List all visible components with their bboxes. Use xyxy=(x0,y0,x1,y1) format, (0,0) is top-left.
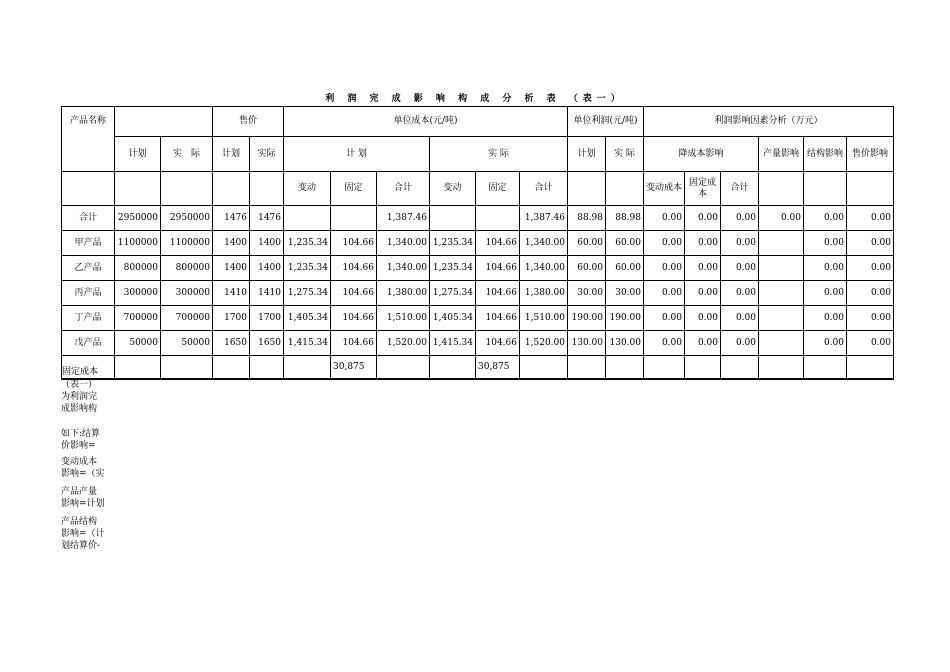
note-line: 价影响= xyxy=(61,441,96,451)
reduce-variable-cell: 0.00 xyxy=(644,306,685,331)
volume-impact-cell xyxy=(759,331,804,356)
unit-profit-plan-cell: 30.00 xyxy=(568,281,606,306)
product-name-header: 产品名称 xyxy=(62,107,115,137)
actual-fixed-cost-cell: 104.66 xyxy=(476,256,520,281)
blank-cell xyxy=(250,356,284,380)
note-block xyxy=(61,428,117,452)
plan-variable-cost-cell: 1,275.34 xyxy=(284,281,331,306)
reduce-total-cell: 0.00 xyxy=(721,306,759,331)
actual-price-header: 实际 xyxy=(250,137,284,172)
unit-profit-actual-cell: 60.00 xyxy=(606,231,644,256)
blank-cell xyxy=(644,356,685,380)
actual-variable-cost-cell: 1,415.34 xyxy=(430,331,476,356)
table-row xyxy=(62,306,894,331)
plan-price-cell: 1400 xyxy=(213,256,250,281)
plan-fixed-cost-cell xyxy=(331,206,377,231)
actual-fixed-total: 30,875 xyxy=(476,356,520,380)
plan-price-cell: 1476 xyxy=(213,206,250,231)
actual-qty-cell: 700000 xyxy=(161,306,213,331)
profit-plan-header: 计划 xyxy=(568,137,606,172)
blank-cell xyxy=(759,172,804,206)
plan-price-header: 计划 xyxy=(213,137,250,172)
plan-total-cost-cell: 1,340.00 xyxy=(377,256,430,281)
plan-fixed-cost-cell: 104.66 xyxy=(331,256,377,281)
actual-fixed-header: 固定 xyxy=(476,172,520,206)
plan-total-header: 合计 xyxy=(377,172,430,206)
blank-cell xyxy=(62,172,115,206)
note-line: 划结算价- xyxy=(61,541,101,551)
fixed-cost-row xyxy=(62,356,894,380)
plan-price-cell: 1410 xyxy=(213,281,250,306)
table-row xyxy=(62,256,894,281)
actual-price-cell: 1476 xyxy=(250,206,284,231)
note-line: 产品结构 xyxy=(61,517,98,527)
table-row xyxy=(62,231,894,256)
plan-total-cost-cell: 1,380.00 xyxy=(377,281,430,306)
plan-fixed-header: 固定 xyxy=(331,172,377,206)
unit-profit-actual-cell: 60.00 xyxy=(606,256,644,281)
plan-fixed-cost-cell: 104.66 xyxy=(331,306,377,331)
header-row-2 xyxy=(62,137,894,172)
blank-cell xyxy=(606,172,644,206)
unit-profit-plan-cell: 190.00 xyxy=(568,306,606,331)
note-block xyxy=(61,379,117,415)
actual-total-cost-cell: 1,380.00 xyxy=(520,281,568,306)
unit-profit-actual-cell: 130.00 xyxy=(606,331,644,356)
plan-qty-cell: 300000 xyxy=(115,281,161,306)
actual-price-cell: 1700 xyxy=(250,306,284,331)
actual-fixed-cost-cell: 104.66 xyxy=(476,331,520,356)
volume-impact-cell xyxy=(759,256,804,281)
cost-plan-header: 计 划 xyxy=(284,137,430,172)
note-line: 为利润完 xyxy=(61,392,98,402)
sale-price-impact-cell: 0.00 xyxy=(847,281,894,306)
unit-cost-header: 单位成本(元/吨) xyxy=(284,107,568,137)
blank-cell xyxy=(284,356,331,380)
reduce-fixed-cell: 0.00 xyxy=(685,231,721,256)
actual-variable-header: 变动 xyxy=(430,172,476,206)
blank-cell xyxy=(161,356,213,380)
plan-qty-header: 计划 xyxy=(115,137,161,172)
profit-actual-header: 实 际 xyxy=(606,137,644,172)
blank-cell xyxy=(568,172,606,206)
note-line: 成影响构 xyxy=(61,404,98,414)
plan-qty-cell: 50000 xyxy=(115,331,161,356)
blank-cell xyxy=(213,356,250,380)
plan-total-cost-cell: 1,387.46 xyxy=(377,206,430,231)
structure-impact-header: 结构影响 xyxy=(804,137,847,172)
actual-qty-cell: 1100000 xyxy=(161,231,213,256)
note-line: 变动成本 xyxy=(61,457,98,467)
actual-price-cell: 1400 xyxy=(250,231,284,256)
actual-variable-cost-cell: 1,235.34 xyxy=(430,231,476,256)
blank-cell xyxy=(759,356,804,380)
product-name-cell: 乙产品 xyxy=(62,256,115,281)
plan-fixed-cost-cell: 104.66 xyxy=(331,331,377,356)
reduce-variable-cell: 0.00 xyxy=(644,206,685,231)
actual-variable-cost-cell: 1,235.34 xyxy=(430,256,476,281)
blank-cell xyxy=(250,172,284,206)
actual-price-cell: 1650 xyxy=(250,331,284,356)
unit-profit-plan-cell: 60.00 xyxy=(568,256,606,281)
blank-cell xyxy=(804,172,847,206)
plan-variable-cost-cell: 1,405.34 xyxy=(284,306,331,331)
reduce-fixed-cell: 0.00 xyxy=(685,331,721,356)
sale-price-impact-cell: 0.00 xyxy=(847,306,894,331)
plan-qty-cell: 700000 xyxy=(115,306,161,331)
plan-total-cost-cell: 1,340.00 xyxy=(377,231,430,256)
note-block xyxy=(61,516,117,552)
sheet-title: 利 润 完 成 影 响 构 成 分 析 表 （表一） xyxy=(325,94,625,104)
actual-total-header: 合计 xyxy=(520,172,568,206)
note-line: 影响=（计 xyxy=(61,529,105,539)
reduce-fixed-cell: 0.00 xyxy=(685,256,721,281)
actual-qty-cell: 800000 xyxy=(161,256,213,281)
actual-fixed-cost-cell xyxy=(476,206,520,231)
note-line: （表一） xyxy=(61,380,98,390)
volume-impact-cell: 0.00 xyxy=(759,206,804,231)
unit-profit-actual-cell: 88.98 xyxy=(606,206,644,231)
blank-cell xyxy=(115,356,161,380)
reduce-variable-cell: 0.00 xyxy=(644,231,685,256)
sale-price-impact-cell: 0.00 xyxy=(847,231,894,256)
blank-cell xyxy=(685,356,721,380)
unit-profit-actual-cell: 30.00 xyxy=(606,281,644,306)
plan-qty-cell: 1100000 xyxy=(115,231,161,256)
qty-header-blank xyxy=(115,107,213,137)
plan-variable-cost-cell: 1,415.34 xyxy=(284,331,331,356)
volume-impact-header: 产量影响 xyxy=(759,137,804,172)
sale-price-impact-header: 售价影响 xyxy=(847,137,894,172)
blank-cell xyxy=(721,356,759,380)
note-line: 产品产量 xyxy=(61,487,98,497)
structure-impact-cell: 0.00 xyxy=(804,206,847,231)
reduce-total-cell: 0.00 xyxy=(721,331,759,356)
header-row-3 xyxy=(62,172,894,206)
note-block xyxy=(61,486,117,510)
product-name-cell: 戊产品 xyxy=(62,331,115,356)
unit-profit-plan-cell: 60.00 xyxy=(568,231,606,256)
blank-cell xyxy=(847,356,894,380)
actual-variable-cost-cell: 1,275.34 xyxy=(430,281,476,306)
plan-variable-cost-cell xyxy=(284,206,331,231)
reduce-fixed-cell: 0.00 xyxy=(685,206,721,231)
unit-profit-header: 单位利润(元/吨) xyxy=(568,107,644,137)
reduce-total-cell: 0.00 xyxy=(721,256,759,281)
plan-fixed-cost-cell: 104.66 xyxy=(331,281,377,306)
actual-qty-cell: 300000 xyxy=(161,281,213,306)
actual-total-cost-cell: 1,340.00 xyxy=(520,231,568,256)
product-name-cell: 丙产品 xyxy=(62,281,115,306)
actual-fixed-cost-cell: 104.66 xyxy=(476,281,520,306)
blank-cell xyxy=(377,356,430,380)
actual-price-cell: 1410 xyxy=(250,281,284,306)
actual-qty-header: 实 际 xyxy=(161,137,213,172)
reduce-fixed-cell: 0.00 xyxy=(685,306,721,331)
structure-impact-cell: 0.00 xyxy=(804,331,847,356)
plan-variable-cost-cell: 1,235.34 xyxy=(284,231,331,256)
blank-cell xyxy=(847,172,894,206)
plan-variable-header: 变动 xyxy=(284,172,331,206)
plan-qty-cell: 2950000 xyxy=(115,206,161,231)
product-name-header-cont xyxy=(62,137,115,172)
plan-qty-cell: 800000 xyxy=(115,256,161,281)
note-line: 影响=（实 xyxy=(61,469,105,479)
blank-cell xyxy=(606,356,644,380)
sale-price-impact-cell: 0.00 xyxy=(847,256,894,281)
actual-variable-cost-cell xyxy=(430,206,476,231)
cost-actual-header: 实 际 xyxy=(430,137,568,172)
price-header: 售价 xyxy=(213,107,284,137)
unit-profit-plan-cell: 130.00 xyxy=(568,331,606,356)
blank-cell xyxy=(115,172,161,206)
profit-analysis-table xyxy=(61,106,894,380)
reduce-variable-cell: 0.00 xyxy=(644,281,685,306)
plan-price-cell: 1650 xyxy=(213,331,250,356)
note-line: 影响=计划 xyxy=(61,499,105,509)
reduce-variable-cell: 0.00 xyxy=(644,256,685,281)
factor-analysis-header: 利润影响因素分析（万元） xyxy=(644,107,894,137)
header-row-1 xyxy=(62,107,894,137)
plan-total-cost-cell: 1,510.00 xyxy=(377,306,430,331)
plan-fixed-cost-cell: 104.66 xyxy=(331,231,377,256)
reduce-total-cell: 0.00 xyxy=(721,231,759,256)
blank-cell xyxy=(520,356,568,380)
plan-price-cell: 1400 xyxy=(213,231,250,256)
cost-reduce-header: 降成本影响 xyxy=(644,137,759,172)
note-block xyxy=(61,456,117,480)
plan-total-cost-cell: 1,520.00 xyxy=(377,331,430,356)
plan-price-cell: 1700 xyxy=(213,306,250,331)
blank-cell xyxy=(804,356,847,380)
actual-total-cost-cell: 1,340.00 xyxy=(520,256,568,281)
volume-impact-cell xyxy=(759,306,804,331)
table-row xyxy=(62,206,894,231)
actual-price-cell: 1400 xyxy=(250,256,284,281)
unit-profit-actual-cell: 190.00 xyxy=(606,306,644,331)
blank-cell xyxy=(568,356,606,380)
structure-impact-cell: 0.00 xyxy=(804,306,847,331)
reduce-total-cell: 0.00 xyxy=(721,206,759,231)
table-row xyxy=(62,281,894,306)
blank-cell xyxy=(213,172,250,206)
plan-variable-cost-cell: 1,235.34 xyxy=(284,256,331,281)
actual-total-cost-cell: 1,510.00 xyxy=(520,306,568,331)
actual-fixed-cost-cell: 104.66 xyxy=(476,306,520,331)
actual-total-cost-cell: 1,387.46 xyxy=(520,206,568,231)
fixed-cost-label: 固定成本 xyxy=(62,356,115,380)
structure-impact-cell: 0.00 xyxy=(804,231,847,256)
actual-total-cost-cell: 1,520.00 xyxy=(520,331,568,356)
unit-profit-plan-cell: 88.98 xyxy=(568,206,606,231)
actual-qty-cell: 50000 xyxy=(161,331,213,356)
sale-price-impact-cell: 0.00 xyxy=(847,206,894,231)
structure-impact-cell: 0.00 xyxy=(804,281,847,306)
product-name-cell: 合计 xyxy=(62,206,115,231)
variable-cost-header: 变动成本 xyxy=(644,172,685,206)
blank-cell xyxy=(430,356,476,380)
volume-impact-cell xyxy=(759,231,804,256)
actual-variable-cost-cell: 1,405.34 xyxy=(430,306,476,331)
sale-price-impact-cell: 0.00 xyxy=(847,331,894,356)
fixed-cost-header: 固定成本 xyxy=(685,172,721,206)
reduce-total-header: 合计 xyxy=(721,172,759,206)
blank-cell xyxy=(161,172,213,206)
actual-fixed-cost-cell: 104.66 xyxy=(476,231,520,256)
actual-qty-cell: 2950000 xyxy=(161,206,213,231)
reduce-fixed-cell: 0.00 xyxy=(685,281,721,306)
volume-impact-cell xyxy=(759,281,804,306)
product-name-cell: 丁产品 xyxy=(62,306,115,331)
plan-fixed-total: 30,875 xyxy=(331,356,377,380)
product-name-cell: 甲产品 xyxy=(62,231,115,256)
note-line: 如下:结算 xyxy=(61,429,101,439)
reduce-total-cell: 0.00 xyxy=(721,281,759,306)
structure-impact-cell: 0.00 xyxy=(804,256,847,281)
reduce-variable-cell: 0.00 xyxy=(644,331,685,356)
table-row xyxy=(62,331,894,356)
